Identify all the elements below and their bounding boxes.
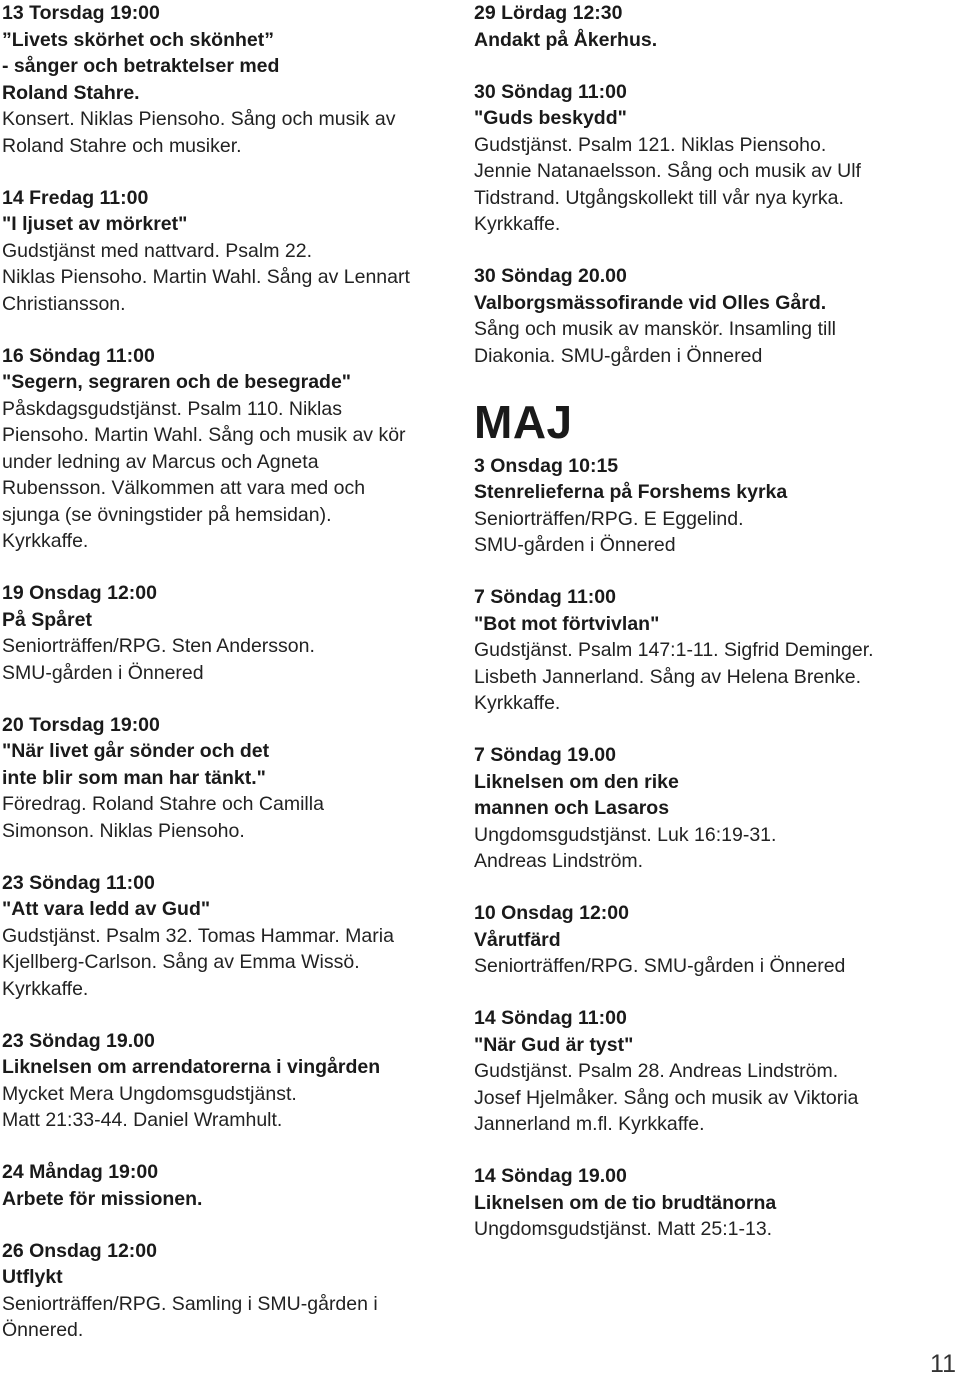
event-date: 14 Söndag 11:00 [474, 1007, 627, 1029]
event-date: 3 Onsdag 10:15 [474, 454, 619, 477]
event-description: Sång och musik av manskör. Insamling till [474, 318, 836, 340]
event-title: Vårutfärd [474, 928, 561, 951]
event-entry [2, 712, 462, 845]
event-entry [474, 263, 934, 369]
event-date: 7 Söndag 11:00 [474, 586, 616, 608]
event-description: Kyrkkaffe. [474, 692, 561, 714]
event-description: Andreas Lindström. [474, 850, 644, 872]
event-title: mannen och Lasaros [474, 797, 670, 819]
event-description: Gudstjänst med nattvard. Psalm 22. [2, 239, 312, 262]
event-title: "Segern, segraren och de besegrade" [2, 371, 352, 393]
left-column [2, 0, 462, 1369]
event-description: Seniorträffen/RPG. Sten Andersson. [2, 635, 315, 657]
event-description: Konsert. Niklas Piensoho. Sång och musik av [2, 108, 396, 130]
event-description: Kyrkkaffe. [2, 530, 89, 552]
right-column [474, 0, 934, 1268]
event-title: Valborgsmässofirande vid Olles Gård. [474, 291, 827, 314]
event-entry [474, 453, 934, 559]
event-date: 30 Söndag 20.00 [474, 265, 627, 287]
event-date: 29 Lördag 12:30 [474, 2, 623, 24]
event-title: ”Livets skörhet och skönhet” [2, 28, 274, 51]
event-description: Tidstrand. Utgångskollekt till vår nya kyrka. [474, 186, 844, 209]
event-date: 20 Torsdag 19:00 [2, 713, 160, 736]
event-description: Christiansson. [2, 292, 126, 315]
event-description: Mycket Mera Ungdomsgudstjänst. [2, 1082, 297, 1105]
event-title: Utflykt [2, 1266, 63, 1288]
event-description: Föredrag. Roland Stahre och Camilla [2, 793, 324, 815]
event-entry [474, 742, 934, 875]
event-title: "När livet går sönder och det [2, 740, 270, 762]
event-entry [2, 1028, 462, 1134]
event-description: sjunga (se övningstider på hemsidan). [2, 503, 332, 526]
event-entry [474, 79, 934, 238]
event-entry [2, 1238, 462, 1344]
event-description: Seniorträffen/RPG. Samling i SMU-gården i [2, 1292, 378, 1315]
event-date: 14 Söndag 19.00 [474, 1165, 627, 1187]
event-title: Liknelsen om de tio brudtänorna [474, 1191, 777, 1214]
event-description: Rubensson. Välkommen att vara med och [2, 477, 366, 499]
event-description: Kjellberg-Carlson. Sång av Emma Wissö. [2, 951, 360, 973]
event-description: Jennie Natanaelsson. Sång och musik av Ulf [474, 160, 861, 182]
event-title: Liknelsen om den rike [474, 770, 679, 793]
event-title: Roland Stahre. [2, 81, 140, 104]
event-description: Josef Hjelmåker. Sång och musik av Viktoria [474, 1086, 859, 1109]
event-entry [2, 0, 462, 159]
event-date: 7 Söndag 19.00 [474, 744, 616, 766]
event-date: 24 Måndag 19:00 [2, 1161, 159, 1183]
event-entry [474, 1163, 934, 1243]
event-title: "Guds beskydd" [474, 107, 627, 129]
event-title: Arbete för missionen. [2, 1187, 203, 1210]
page-number: 11 [930, 1350, 956, 1378]
event-title: "Bot mot förtvivlan" [474, 612, 660, 635]
event-description: Önnered. [2, 1319, 84, 1341]
event-description: Påskdagsgudstjänst. Psalm 110. Niklas [2, 397, 342, 420]
event-entry [2, 185, 462, 318]
event-description: Ungdomsgudstjänst. Matt 25:1-13. [474, 1218, 773, 1240]
event-description: Roland Stahre och musiker. [2, 134, 242, 157]
event-description: Diakonia. SMU-gården i Önnered [474, 344, 763, 367]
event-description: Gudstjänst. Psalm 32. Tomas Hammar. Maria [2, 924, 394, 947]
event-entry [474, 584, 934, 717]
event-title: inte blir som man har tänkt." [2, 766, 266, 789]
event-description: Ungdomsgudstjänst. Luk 16:19-31. [474, 823, 777, 846]
april-events-continued [474, 0, 934, 369]
event-date: 30 Söndag 11:00 [474, 80, 627, 103]
event-entry [474, 1005, 934, 1138]
event-description: Simonson. Niklas Piensoho. [2, 819, 245, 842]
event-title: På Spåret [2, 608, 92, 631]
event-date: 26 Onsdag 12:00 [2, 1239, 157, 1262]
event-description: SMU-gården i Önnered [474, 534, 676, 556]
event-title: - sånger och betraktelser med [2, 55, 280, 77]
event-description: under ledning av Marcus och Agneta [2, 450, 319, 473]
event-entry [2, 580, 462, 686]
event-entry [474, 900, 934, 980]
event-description: Gudstjänst. Psalm 147:1-11. Sigfrid Deminger. [474, 639, 874, 661]
event-description: Gudstjänst. Psalm 121. Niklas Piensoho. [474, 133, 827, 156]
event-description: Matt 21:33-44. Daniel Wramhult. [2, 1109, 283, 1131]
event-entry [2, 343, 462, 555]
event-description: Lisbeth Jannerland. Sång av Helena Brenke. [474, 665, 862, 688]
event-description: Kyrkkaffe. [474, 213, 561, 235]
event-description: Jannerland m.fl. Kyrkkaffe. [474, 1113, 705, 1135]
event-date: 23 Söndag 19.00 [2, 1029, 155, 1052]
event-description: SMU-gården i Önnered [2, 661, 204, 684]
event-description: Niklas Piensoho. Martin Wahl. Sång av Lennart [2, 266, 410, 288]
event-date: 13 Torsdag 19:00 [2, 2, 160, 24]
may-events [474, 453, 934, 1243]
event-entry [2, 1159, 462, 1212]
event-title: Liknelsen om arrendatorerna i vingården [2, 1056, 381, 1078]
event-entry [474, 0, 934, 53]
event-date: 23 Söndag 11:00 [2, 871, 155, 894]
event-date: 16 Söndag 11:00 [2, 344, 155, 367]
event-description: Seniorträffen/RPG. E Eggelind. [474, 507, 744, 530]
event-description: Seniorträffen/RPG. SMU-gården i Önnered [474, 955, 846, 977]
event-date: 19 Onsdag 12:00 [2, 582, 157, 604]
month-heading: MAJ [474, 395, 573, 448]
event-title: Stenrelieferna på Forshems kyrka [474, 481, 788, 503]
event-description: Gudstjänst. Psalm 28. Andreas Lindström. [474, 1060, 839, 1082]
event-description: Piensoho. Martin Wahl. Sång och musik av kör [2, 424, 406, 446]
event-description: Kyrkkaffe. [2, 977, 89, 1000]
event-title: Andakt på Åkerhus. [474, 28, 658, 51]
event-date: 10 Onsdag 12:00 [474, 902, 629, 924]
event-title: "I ljuset av mörkret" [2, 213, 188, 235]
event-entry [2, 870, 462, 1003]
event-title: "Att vara ledd av Gud" [2, 898, 211, 920]
event-title: "När Gud är tyst" [474, 1033, 634, 1056]
event-date: 14 Fredag 11:00 [2, 186, 149, 209]
